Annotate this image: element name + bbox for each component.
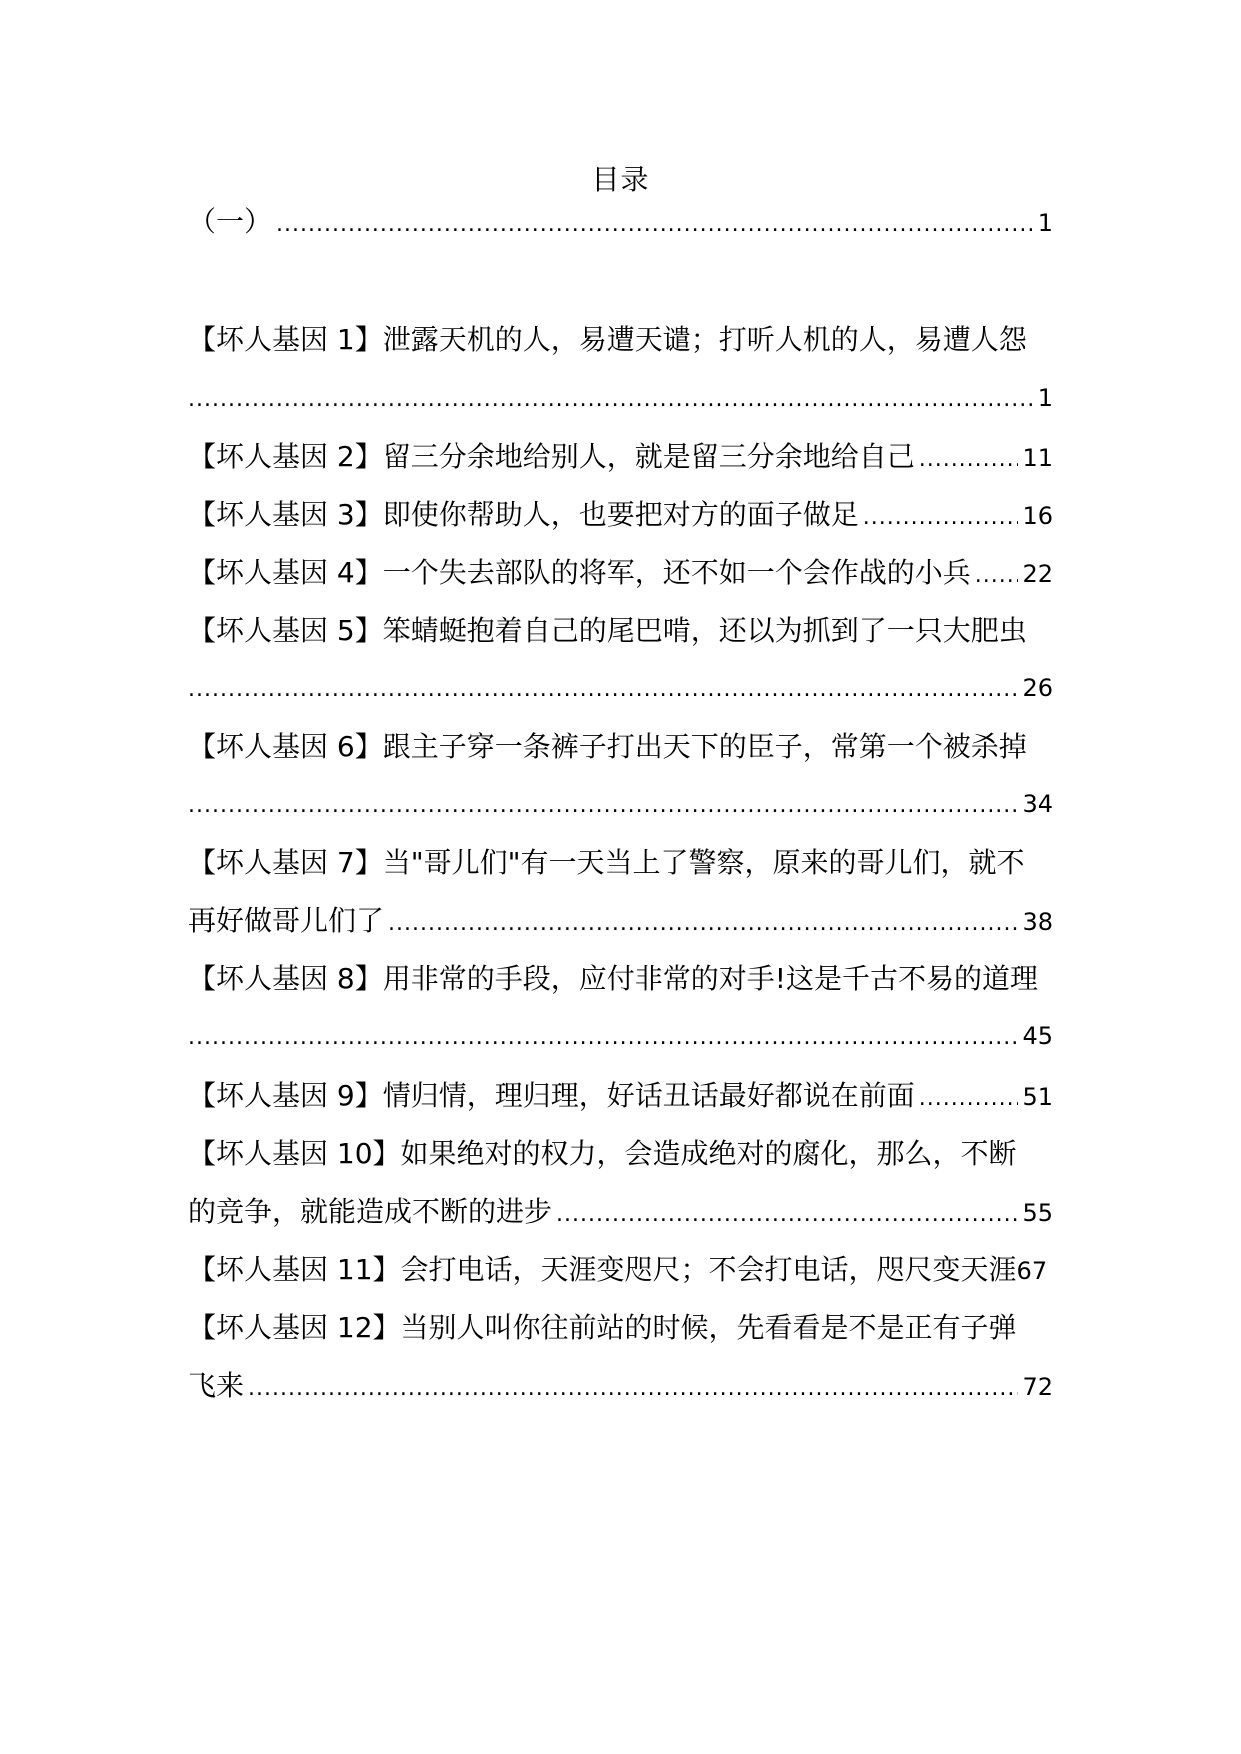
- toc-entry-text: 【坏人基因 11】会打电话，天涯变咫尺；不会打电话，咫尺变天涯: [188, 1253, 1017, 1286]
- toc-entry-page: 26: [1022, 674, 1053, 702]
- toc-entry-5-line1[interactable]: [188, 609, 1053, 653]
- toc-section-label: （一）: [188, 205, 273, 238]
- toc-leader-dots: [388, 902, 1018, 946]
- toc-entry-page: 22: [1022, 560, 1053, 588]
- toc-entry-7-line1[interactable]: [188, 841, 1053, 885]
- toc-entry-text: 【坏人基因 2】留三分余地给别人，就是留三分余地给自己: [188, 440, 915, 473]
- toc-entry-11[interactable]: [188, 1248, 1078, 1292]
- toc-entry-8-line2[interactable]: [188, 1014, 1053, 1058]
- toc-entry-text: 【坏人基因 4】一个失去部队的将军，还不如一个会作战的小兵: [188, 556, 971, 589]
- toc-leader-dots: [863, 496, 1019, 540]
- toc-section[interactable]: [188, 200, 1053, 244]
- toc-leader-dots: [188, 784, 1018, 828]
- toc-entry-text-continued: 飞来: [188, 1369, 245, 1402]
- toc-entry-2[interactable]: [188, 435, 1053, 479]
- toc-entry-text-continued: 再好做哥儿们了: [188, 904, 385, 937]
- toc-entry-7-line2[interactable]: [188, 899, 1053, 943]
- toc-entry-text: 【坏人基因 8】用非常的手段，应付非常的对手!这是千古不易的道理: [188, 962, 1038, 995]
- toc-leader-dots: [276, 203, 1034, 247]
- toc-leader-dots: [919, 438, 1019, 482]
- toc-entry-page: 16: [1022, 502, 1053, 530]
- toc-entry-page: 51: [1022, 1083, 1053, 1111]
- toc-title: 目录: [591, 163, 650, 196]
- toc-entry-8-line1[interactable]: [188, 957, 1053, 1001]
- toc-entry-text: 【坏人基因 12】当别人叫你往前站的时候，先看看是不是正有子弹: [188, 1311, 1017, 1344]
- toc-leader-dots: [556, 1193, 1018, 1237]
- toc-entry-text: 【坏人基因 7】当"哥儿们"有一天当上了警察，原来的哥儿们，就不: [188, 846, 1025, 879]
- toc-leader-dots: [188, 668, 1018, 712]
- toc-entry-page: 38: [1022, 908, 1053, 936]
- toc-entry-page: 45: [1022, 1022, 1053, 1050]
- toc-leader-dots: [919, 1077, 1019, 1121]
- toc-entry-text: 【坏人基因 1】泄露天机的人，易遭天谴；打听人机的人，易遭人怨: [188, 323, 1027, 356]
- toc-entry-10-line1[interactable]: [188, 1132, 1053, 1176]
- toc-section-page: 1: [1037, 209, 1053, 237]
- toc-entry-text: 【坏人基因 9】情归情，理归理，好话丑话最好都说在前面: [188, 1079, 915, 1112]
- toc-entry-text: 【坏人基因 3】即使你帮助人，也要把对方的面子做足: [188, 498, 859, 531]
- toc-entry-text-continued: 的竞争，就能造成不断的进步: [188, 1195, 553, 1228]
- toc-entry-5-line2[interactable]: [188, 666, 1053, 710]
- toc-leader-dots: [248, 1367, 1018, 1411]
- toc-entry-12-line1[interactable]: [188, 1306, 1053, 1350]
- toc-entry-page: 11: [1022, 444, 1053, 472]
- toc-entry-1-line1[interactable]: [188, 318, 1053, 362]
- toc-entry-9[interactable]: [188, 1074, 1053, 1118]
- toc-entry-12-line2[interactable]: [188, 1364, 1053, 1408]
- toc-entry-text: 【坏人基因 6】跟主子穿一条裤子打出天下的臣子，常第一个被杀掉: [188, 730, 1027, 763]
- toc-entry-3[interactable]: [188, 493, 1053, 537]
- toc-entry-4[interactable]: [188, 551, 1053, 595]
- toc-entry-page: 1: [1037, 384, 1053, 412]
- toc-leader-dots: [188, 378, 1034, 422]
- toc-entry-1-line2[interactable]: [188, 376, 1053, 420]
- toc-entry-page: 55: [1022, 1199, 1053, 1227]
- toc-entry-6-line2[interactable]: [188, 782, 1053, 826]
- toc-entry-text: 【坏人基因 10】如果绝对的权力，会造成绝对的腐化，那么，不断: [188, 1137, 1017, 1170]
- toc-leader-dots: [975, 554, 1019, 598]
- toc-entry-page: 67: [1016, 1257, 1048, 1285]
- toc-entry-text: 【坏人基因 5】笨蜻蜓抱着自己的尾巴啃，还以为抓到了一只大肥虫: [188, 614, 1027, 647]
- toc-entry-page: 34: [1022, 790, 1053, 818]
- toc-entry-6-line1[interactable]: [188, 725, 1053, 769]
- toc-entry-page: 72: [1022, 1373, 1053, 1401]
- toc-entry-10-line2[interactable]: [188, 1190, 1053, 1234]
- toc-leader-dots: [188, 1016, 1018, 1060]
